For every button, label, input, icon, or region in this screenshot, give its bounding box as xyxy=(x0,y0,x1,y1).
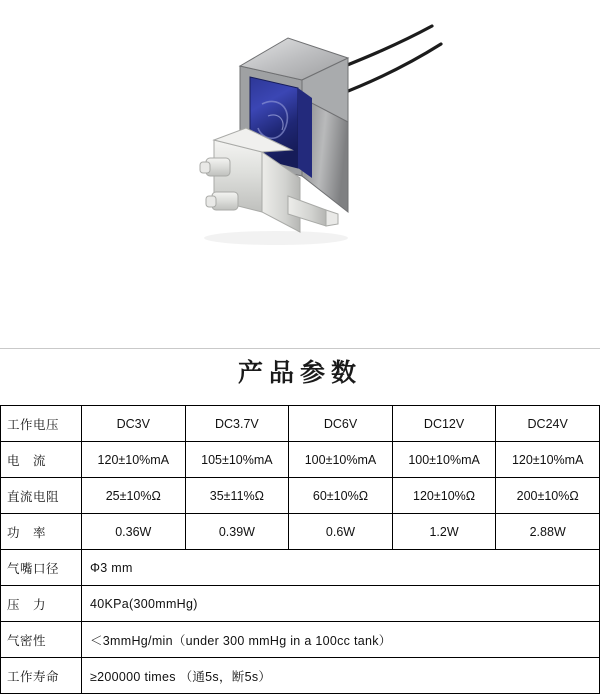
power-value-5: 2.88W xyxy=(496,514,600,550)
table-row xyxy=(1,658,600,694)
table-row xyxy=(1,550,600,586)
solenoid-valve-photo xyxy=(0,0,600,348)
current-value-3: 100±10%mA xyxy=(289,442,393,478)
current-value-2: 105±10%mA xyxy=(185,442,289,478)
service-life-value: ≥200000 times （通5s，断5s） xyxy=(82,658,600,694)
power-value-1: 0.36W xyxy=(82,514,186,550)
row-label-dc-resistance: 直流电阻 xyxy=(1,478,82,514)
table-row xyxy=(1,442,600,478)
row-label-current: 电 流 xyxy=(1,442,82,478)
table-row xyxy=(1,514,600,550)
resistance-value-3: 60±10%Ω xyxy=(289,478,393,514)
row-label-airtightness: 气密性 xyxy=(1,622,82,658)
power-value-4: 1.2W xyxy=(392,514,496,550)
voltage-value-4: DC12V xyxy=(392,406,496,442)
photo-divider xyxy=(0,348,600,349)
table-row xyxy=(1,406,600,442)
resistance-value-2: 35±11%Ω xyxy=(185,478,289,514)
power-value-3: 0.6W xyxy=(289,514,393,550)
row-label-port-diameter: 气嘴口径 xyxy=(1,550,82,586)
page-title: 产品参数 xyxy=(237,360,362,387)
pressure-value: 40KPa(300mmHg) xyxy=(82,586,600,622)
table-row xyxy=(1,622,600,658)
table-row xyxy=(1,478,600,514)
voltage-value-2: DC3.7V xyxy=(185,406,289,442)
table-row xyxy=(1,586,600,622)
current-value-4: 100±10%mA xyxy=(392,442,496,478)
airtightness-value: ＜3mmHg/min（under 300 mmHg in a 100cc tank） xyxy=(82,622,600,658)
product-spec-table xyxy=(0,405,600,694)
product-photo-area xyxy=(0,0,600,348)
current-value-1: 120±10%mA xyxy=(82,442,186,478)
resistance-value-4: 120±10%Ω xyxy=(392,478,496,514)
row-label-service-life: 工作寿命 xyxy=(1,658,82,694)
voltage-value-5: DC24V xyxy=(496,406,600,442)
resistance-value-1: 25±10%Ω xyxy=(82,478,186,514)
row-label-working-voltage: 工作电压 xyxy=(1,406,82,442)
resistance-value-5: 200±10%Ω xyxy=(496,478,600,514)
voltage-value-1: DC3V xyxy=(82,406,186,442)
port-diameter-value: Φ3 mm xyxy=(82,550,600,586)
row-label-pressure: 压 力 xyxy=(1,586,82,622)
row-label-power: 功 率 xyxy=(1,514,82,550)
current-value-5: 120±10%mA xyxy=(496,442,600,478)
voltage-value-3: DC6V xyxy=(289,406,393,442)
power-value-2: 0.39W xyxy=(185,514,289,550)
